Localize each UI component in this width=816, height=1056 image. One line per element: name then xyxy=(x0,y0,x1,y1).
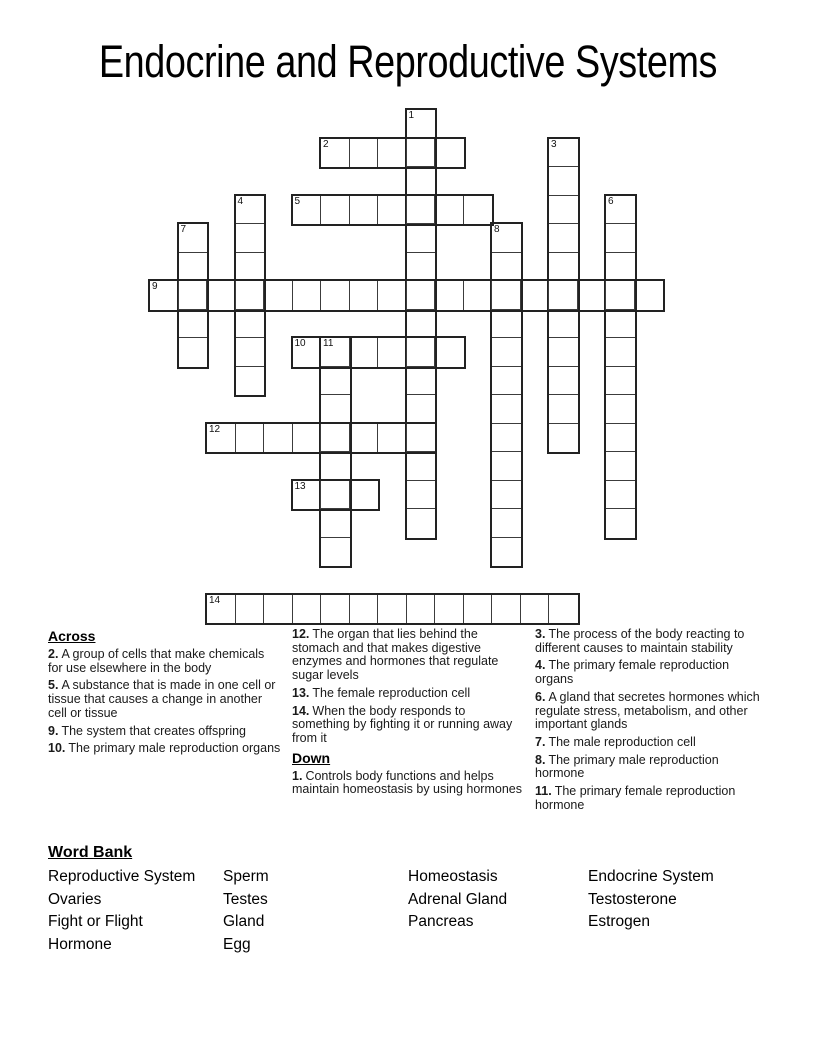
grid-cell xyxy=(464,196,493,225)
clue-down-1 xyxy=(292,770,525,797)
word-bank-item: Testes xyxy=(223,890,268,908)
grid-cell xyxy=(407,224,436,253)
cell-number: 12 xyxy=(209,423,221,435)
cell-number: 6 xyxy=(608,195,614,207)
cell-number: 11 xyxy=(323,338,334,349)
grid-cell xyxy=(407,395,436,424)
grid-cell xyxy=(350,338,379,367)
clue-text: When the body responds to something by fighting it or running away from it xyxy=(292,703,513,745)
grid-cell xyxy=(549,224,578,253)
cell-number: 7 xyxy=(180,224,187,235)
word-bank-column-3 xyxy=(408,866,507,934)
word-bank-column-1 xyxy=(48,866,195,957)
grid-cell xyxy=(179,281,208,310)
grid-cell xyxy=(492,310,521,339)
grid-cell xyxy=(293,595,322,624)
grid-cell xyxy=(350,139,379,168)
grid-cell xyxy=(236,310,265,339)
clues-column-middle xyxy=(292,628,525,801)
grid-cell xyxy=(606,509,635,538)
grid-cell xyxy=(606,196,635,225)
clue-across-13 xyxy=(292,687,525,701)
grid-cell xyxy=(179,310,208,339)
cell-number: 10 xyxy=(294,338,306,349)
grid-cell xyxy=(378,196,407,225)
cell-number: 1 xyxy=(408,110,415,121)
clues-column-down xyxy=(535,628,764,816)
grid-cell xyxy=(378,338,407,367)
grid-cell xyxy=(492,595,521,624)
word-12-across xyxy=(205,422,437,455)
grid-cell xyxy=(207,281,236,310)
grid-cell xyxy=(435,281,464,310)
word-5-across xyxy=(291,194,495,227)
grid-cell xyxy=(492,367,521,396)
clue-text: A group of cells that make chemicals for use elsewhere in the body xyxy=(48,647,265,675)
clue-text: The primary female reproduction organs xyxy=(535,658,730,687)
grid-cell xyxy=(378,281,407,310)
clue-text: The primary male reproduction organs xyxy=(68,741,281,756)
grid-cell xyxy=(492,424,521,453)
grid-cell xyxy=(321,538,350,567)
grid-cell xyxy=(435,196,464,225)
grid-cell xyxy=(150,281,179,310)
word-9-across xyxy=(148,279,665,312)
clue-number: 2. xyxy=(48,647,59,661)
grid-cell xyxy=(407,595,436,624)
grid-cell xyxy=(492,281,521,310)
clue-text: The process of the body reacting to different causes to maintain stability xyxy=(535,627,745,655)
clue-text: The male reproduction cell xyxy=(548,734,696,749)
grid-cell xyxy=(378,595,407,624)
cell-number: 3 xyxy=(551,138,557,150)
clue-down-8 xyxy=(535,754,764,781)
grid-cell xyxy=(549,139,578,168)
cell-number: 14 xyxy=(209,594,221,606)
grid-cell xyxy=(179,253,208,282)
clue-number: 7. xyxy=(535,734,546,749)
clue-across-9 xyxy=(48,725,281,739)
grid-cell xyxy=(350,595,379,624)
grid-cell xyxy=(321,338,350,367)
grid-cell xyxy=(606,281,635,310)
word-14-across xyxy=(205,593,580,626)
cell-number: 13 xyxy=(294,480,306,492)
grid-cell xyxy=(407,509,436,538)
word-10-across xyxy=(291,336,466,369)
grid-cell xyxy=(264,424,293,453)
word-bank-item: Homeostasis xyxy=(408,868,498,885)
grid-cell xyxy=(464,281,493,310)
grid-cell xyxy=(492,481,521,510)
word-bank-item: Hormone xyxy=(48,936,112,954)
clue-text: The system that creates offspring xyxy=(61,723,247,738)
clue-number: 5. xyxy=(48,678,59,693)
word-bank-item: Reproductive System xyxy=(48,868,196,885)
clue-across-12 xyxy=(292,628,525,683)
cell-number: 4 xyxy=(237,195,244,207)
clue-text: A substance that is made in one cell or tissue that causes a change in another cell or tissue xyxy=(48,678,276,720)
grid-cell xyxy=(407,452,436,481)
grid-cell xyxy=(492,395,521,424)
grid-cell xyxy=(492,224,521,253)
grid-cell xyxy=(321,395,350,424)
grid-cell xyxy=(549,424,578,453)
grid-cell xyxy=(236,224,265,253)
grid-cell xyxy=(321,281,350,310)
grid-cell xyxy=(606,253,635,282)
grid-cell xyxy=(549,367,578,396)
word-bank-item: Estrogen xyxy=(588,913,651,931)
grid-cell xyxy=(350,281,379,310)
grid-cell xyxy=(321,481,350,510)
grid-cell xyxy=(435,595,464,624)
clue-text: The primary male reproduction hormone xyxy=(535,752,719,781)
grid-cell xyxy=(321,509,350,538)
word-bank-item: Fight or Flight xyxy=(48,913,143,931)
grid-cell xyxy=(321,452,350,481)
grid-cell xyxy=(321,595,350,624)
grid-cell xyxy=(492,253,521,282)
grid-cell xyxy=(407,481,436,510)
grid-cell xyxy=(635,281,664,310)
clue-down-6 xyxy=(535,691,764,732)
clue-across-14 xyxy=(292,705,525,746)
clue-down-3 xyxy=(535,628,764,655)
grid-cell xyxy=(407,167,436,196)
word-8-down xyxy=(490,222,523,568)
clue-across-5 xyxy=(48,679,281,720)
grid-cell xyxy=(549,196,578,225)
grid-cell xyxy=(407,424,436,453)
grid-cell xyxy=(293,481,322,510)
grid-cell xyxy=(606,481,635,510)
grid-cell xyxy=(435,338,464,367)
grid-cell xyxy=(321,424,350,453)
grid-cell xyxy=(549,395,578,424)
across-heading: Across xyxy=(48,628,96,644)
grid-cell xyxy=(492,509,521,538)
grid-cell xyxy=(492,452,521,481)
down-heading: Down xyxy=(292,749,331,766)
clue-number: 14. xyxy=(292,703,310,718)
clue-across-2 xyxy=(48,648,281,675)
grid-cell xyxy=(464,595,493,624)
grid-cell xyxy=(350,196,379,225)
word-13-across xyxy=(291,479,381,512)
clue-number: 3. xyxy=(535,627,546,641)
grid-cell xyxy=(492,338,521,367)
grid-cell xyxy=(521,281,550,310)
clue-number: 6. xyxy=(535,689,546,704)
grid-cell xyxy=(264,595,293,624)
grid-cell xyxy=(407,281,436,310)
word-bank-item: Egg xyxy=(223,936,251,954)
grid-cell xyxy=(549,310,578,339)
clue-text: Controls body functions and helps maintain homeostasis by using hormones xyxy=(292,768,522,797)
grid-cell xyxy=(606,395,635,424)
clues-column-across xyxy=(48,628,281,760)
grid-cell xyxy=(407,367,436,396)
grid-cell xyxy=(407,310,436,339)
clue-down-4 xyxy=(535,659,764,686)
grid-cell xyxy=(264,281,293,310)
word-1-down xyxy=(405,108,438,540)
grid-cell xyxy=(407,110,436,139)
word-bank-item: Sperm xyxy=(223,868,269,885)
word-bank-column-2 xyxy=(223,866,269,957)
grid-cell xyxy=(236,424,265,453)
clue-down-7 xyxy=(535,736,764,750)
grid-cell xyxy=(578,281,607,310)
word-bank-column-4 xyxy=(588,866,714,934)
clue-across-10 xyxy=(48,742,281,756)
grid-cell xyxy=(321,196,350,225)
clue-text: The female reproduction cell xyxy=(312,685,471,700)
grid-cell xyxy=(492,538,521,567)
grid-cell xyxy=(293,281,322,310)
puzzle-title: Endocrine and Reproductive Systems xyxy=(98,36,718,87)
grid-cell xyxy=(549,338,578,367)
grid-cell xyxy=(549,167,578,196)
grid-cell xyxy=(236,196,265,225)
cell-number: 9 xyxy=(152,281,158,292)
clue-number: 12. xyxy=(292,627,310,641)
grid-cell xyxy=(606,224,635,253)
grid-cell xyxy=(236,595,265,624)
grid-cell xyxy=(179,338,208,367)
word-bank-item: Adrenal Gland xyxy=(408,890,508,908)
clue-text: The primary female reproduction hormone xyxy=(535,784,736,812)
grid-cell xyxy=(207,595,236,624)
cell-number: 5 xyxy=(294,195,301,207)
grid-cell xyxy=(407,253,436,282)
clue-number: 8. xyxy=(535,752,546,767)
clue-number: 1. xyxy=(292,768,303,783)
grid-cell xyxy=(407,139,436,168)
clue-number: 4. xyxy=(535,658,546,673)
word-bank-item: Endocrine System xyxy=(588,868,714,885)
cell-number: 8 xyxy=(494,224,500,235)
grid-cell xyxy=(521,595,550,624)
clue-text: The organ that lies behind the stomach and that makes digestive enzymes and hormones that regulate sugar levels xyxy=(292,627,499,683)
grid-cell xyxy=(293,338,322,367)
grid-cell xyxy=(293,424,322,453)
grid-cell xyxy=(549,253,578,282)
clue-number: 11. xyxy=(535,784,552,799)
grid-cell xyxy=(236,338,265,367)
grid-cell xyxy=(236,367,265,396)
grid-cell xyxy=(321,139,350,168)
cell-number: 2 xyxy=(323,138,329,150)
grid-cell xyxy=(350,481,379,510)
grid-cell xyxy=(549,595,578,624)
grid-cell xyxy=(606,310,635,339)
grid-cell xyxy=(435,139,464,168)
grid-cell xyxy=(606,338,635,367)
clue-number: 9. xyxy=(48,723,59,738)
word-bank-item: Testosterone xyxy=(588,890,677,908)
grid-cell xyxy=(407,196,436,225)
clue-down-11 xyxy=(535,785,764,812)
grid-cell xyxy=(321,367,350,396)
word-6-down xyxy=(604,194,637,540)
grid-cell xyxy=(606,452,635,481)
clue-text: A gland that secretes hormones which regulate stress, metabolism, and other important glands xyxy=(535,689,760,732)
word-2-across xyxy=(319,137,466,170)
grid-cell xyxy=(293,196,322,225)
grid-cell xyxy=(236,253,265,282)
grid-cell xyxy=(549,281,578,310)
word-bank-item: Gland xyxy=(223,913,265,931)
grid-cell xyxy=(378,139,407,168)
word-bank-heading: Word Bank xyxy=(48,844,133,861)
grid-cell xyxy=(207,424,236,453)
grid-cell xyxy=(606,424,635,453)
clue-number: 10. xyxy=(48,741,66,756)
word-bank-item: Pancreas xyxy=(408,913,474,931)
grid-cell xyxy=(350,424,379,453)
grid-cell xyxy=(378,424,407,453)
clue-number: 13. xyxy=(292,685,310,700)
word-bank-item: Ovaries xyxy=(48,890,102,908)
grid-cell xyxy=(236,281,265,310)
grid-cell xyxy=(179,224,208,253)
grid-cell xyxy=(407,338,436,367)
grid-cell xyxy=(606,367,635,396)
